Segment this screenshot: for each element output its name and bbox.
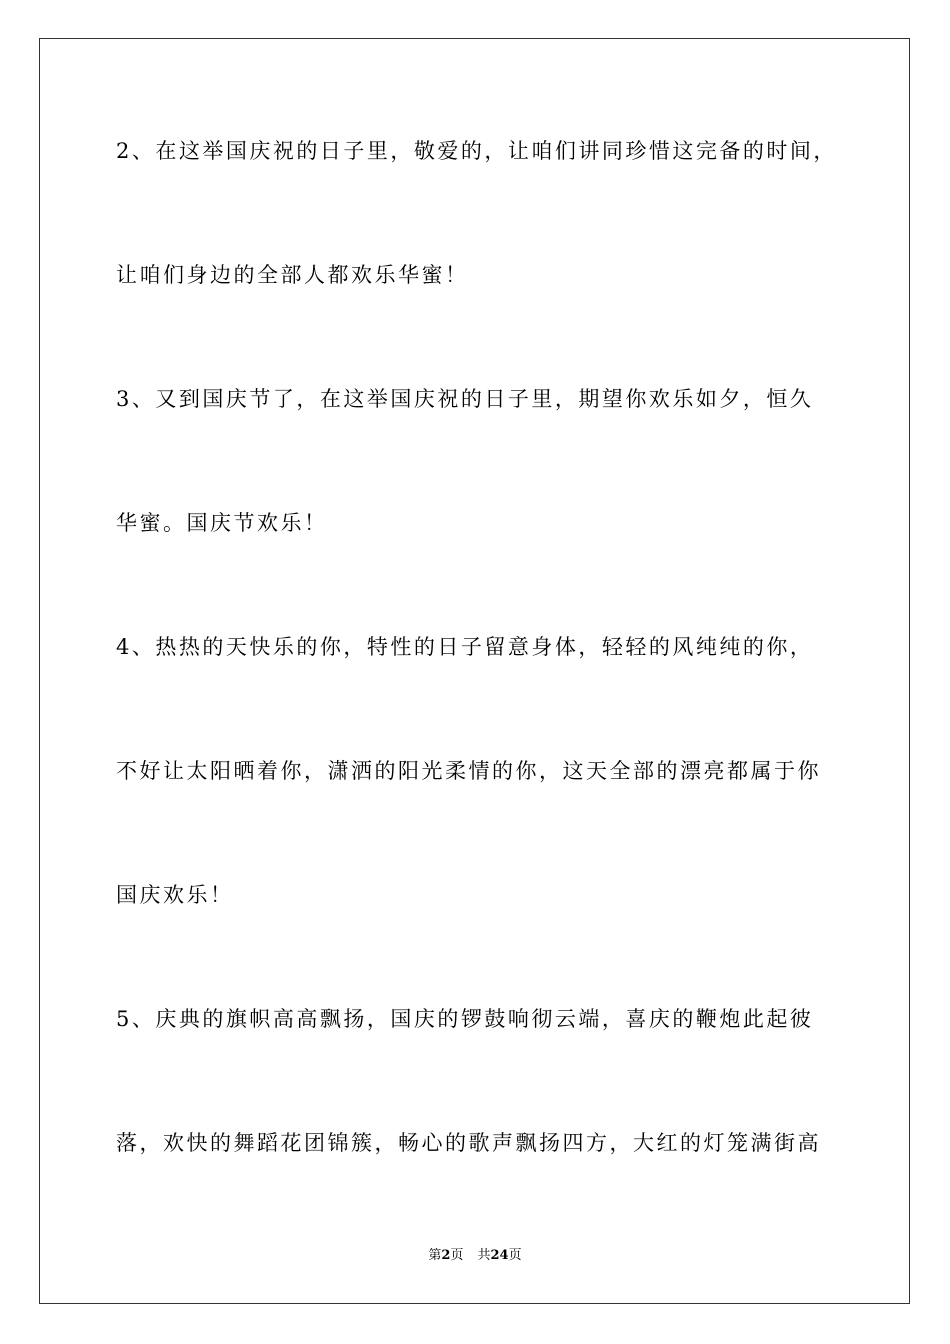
page-footer: [0, 1247, 950, 1265]
text-line-5: 4、热热的天快乐的你，特性的日子留意身体，轻轻的风纯纯的你，: [116, 635, 814, 659]
text-line-6: 不好让太阳晒着你，潇洒的阳光柔情的你，这天全部的漂亮都属于你: [116, 759, 821, 783]
page-number: 2: [441, 1248, 451, 1263]
total-pages: 24: [490, 1248, 509, 1263]
total-prefix: 共: [477, 1248, 491, 1263]
text-line-7: 国庆欢乐！: [116, 883, 234, 907]
page-frame: [39, 38, 910, 1304]
page-suffix: 页: [450, 1248, 464, 1263]
text-line-9: 落，欢快的舞蹈花团锦簇，畅心的歌声飘扬四方，大红的灯笼满街高: [116, 1131, 821, 1155]
page-prefix: 第: [428, 1248, 442, 1263]
text-line-4: 华蜜。国庆节欢乐！: [116, 511, 328, 535]
text-line-2: 让咱们身边的全部人都欢乐华蜜！: [116, 263, 469, 287]
text-line-1: 2、在这举国庆祝的日子里，敬爱的，让咱们讲同珍惜这完备的时间，: [116, 139, 837, 163]
text-line-3: 3、又到国庆节了，在这举国庆祝的日子里，期望你欢乐如夕，恒久: [116, 387, 814, 411]
total-suffix: 页: [508, 1248, 522, 1263]
text-line-8: 5、庆典的旗帜高高飘扬，国庆的锣鼓响彻云端，喜庆的鞭炮此起彼: [116, 1007, 814, 1031]
